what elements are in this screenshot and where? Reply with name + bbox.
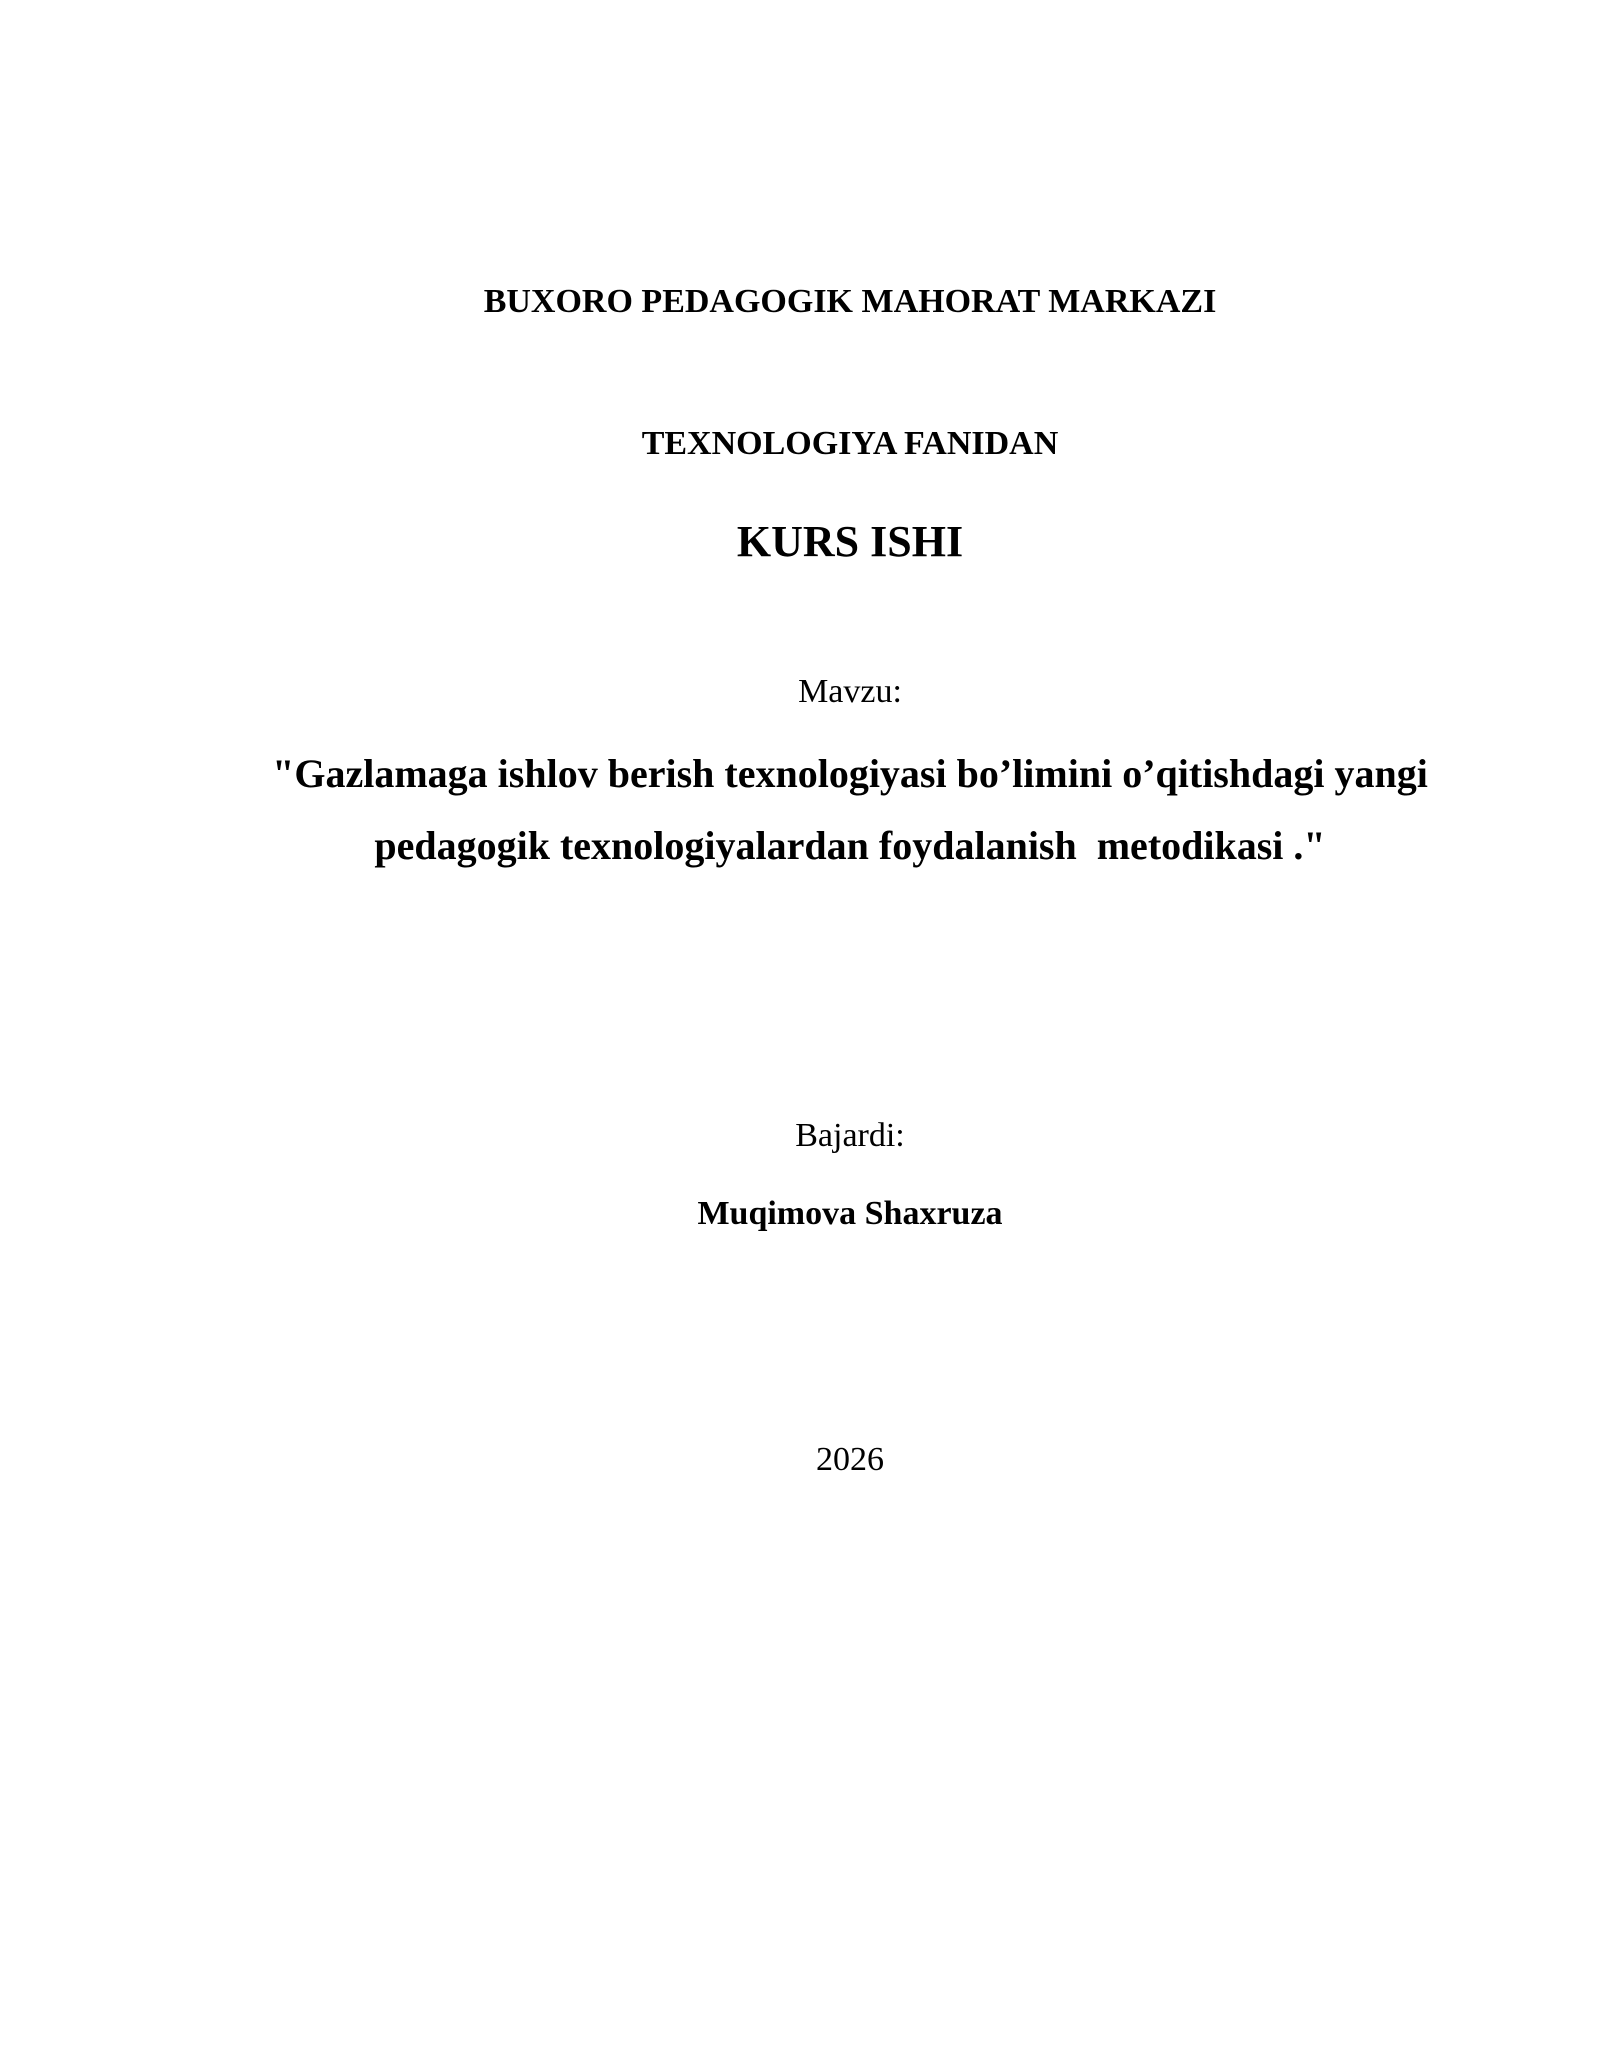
topic-title-line-2: pedagogik texnologiyalardan foydalanish metodikasi ." (374, 823, 1326, 868)
subject-title: TEXNOLOGIYA FANIDAN (641, 425, 1059, 462)
author-label: Bajardi: (795, 1117, 905, 1154)
topic-title-line-1: "Gazlamaga ishlov berish texnologiyasi bo’limini o’qitishdagi yangi (272, 751, 1428, 796)
author-name: Muqimova Shaxruza (697, 1195, 1003, 1232)
institution-name: BUXORO PEDAGOGIK MAHORAT MARKAZI (483, 283, 1217, 320)
year: 2026 (816, 1441, 884, 1478)
document-type-heading: KURS ISHI (736, 517, 964, 566)
topic-label: Mavzu: (798, 673, 902, 710)
